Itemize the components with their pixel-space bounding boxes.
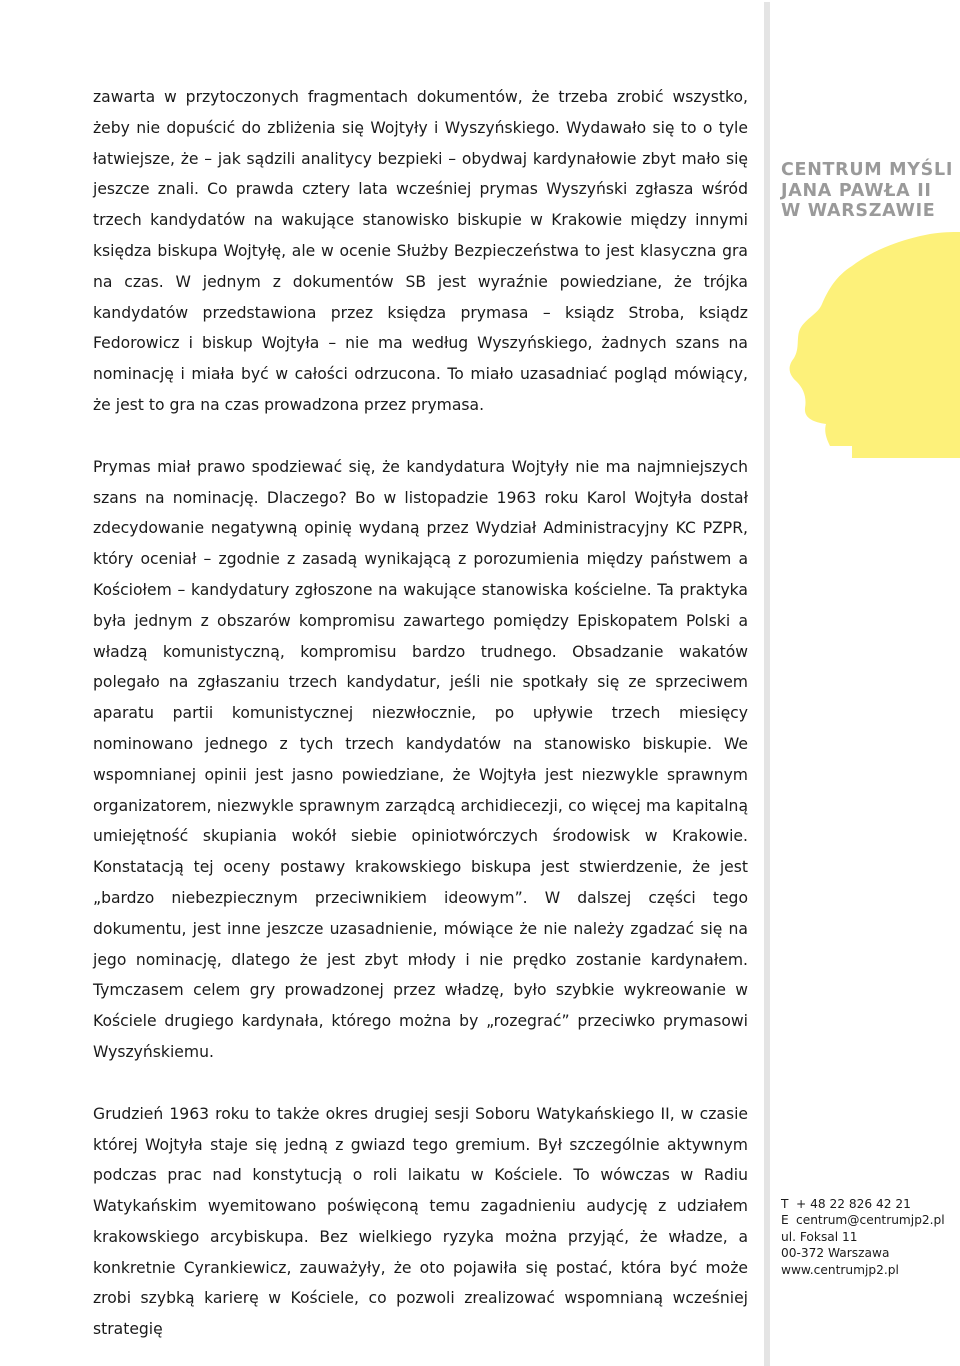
sidebar-divider (764, 2, 770, 1366)
email-address[interactable]: centrum@centrumjp2.pl (796, 1213, 945, 1228)
paragraph-1: zawarta w przytoczonych fragmentach dokumentów, że trzeba zrobić wszystko, żeby nie dopuścić do zbliżenia się Wojtyły i Wyszyńskiego. Wydawało się to o tyle łatwiejsze, że – jak sądzili analitycy bezpieki – obydwaj kardynałowie zbyt mało się jeszcze znali. Co prawda cztery lata wcześniej prymas Wyszyński zgłasza wśród trzech kandydatów na wakujące stanowisko biskupie w Krakowie między innymi księdza biskupa Wojtyłę, ale w ocenie Służby Bezpieczeństwa to jest klasyczna gra na czas. W jednym z dokumentów SB jest wyraźnie powiedziane, że trójka kandydatów przedstawiona przez księdza prymasa – ksiądz Stroba, ksiądz Fedorowicz i biskup Wojtyła – nie ma według Wyszyńskiego, żadnych szans na nominację i miała być w całości odrzucona. To miało uzasadniać pogląd mówiący, że jest to gra na czas prowadzona przez prymasa. (93, 88, 748, 414)
paragraph-3: Grudzień 1963 roku to także okres drugiej sesji Soboru Watykańskiego II, w czasie której Wojtyła staje się jedną z gwiazd tego gremium. Był szczególnie aktywnym podczas prac nad konstytucją o roli laikatu w Kościele. To wówczas w Radiu Watykańskim wyemitowano poświęconą temu zagadnieniu audycję z udziałem krakowskiego arcybiskupa. Bez wielkiego ryzyka można przyjąć, że władze, a konkretnie Cyrankiewicz, zauważyły, że oto pojawiła się postać, która być może zrobi szybką karierę w Kościele, co pozwoli zrealizować wspomnianą wcześniej strategię (93, 1104, 748, 1339)
contact-website[interactable]: www.centrumjp2.pl (781, 1262, 899, 1277)
contact-phone-row (781, 1196, 959, 1212)
logo-line-1: CENTRUM MYŚLI (781, 160, 954, 180)
contact-street: ul. Foksal 11 (781, 1229, 858, 1244)
phone-number: + 48 22 826 42 21 (796, 1197, 911, 1211)
contact-city: 00-372 Warszawa (781, 1246, 890, 1261)
contact-email-row (781, 1212, 959, 1228)
paragraph-2: Prymas miał prawo spodziewać się, że kandydatura Wojtyły nie ma najmniejszych szans na nominację. Dlaczego? Bo w listopadzie 1963 roku Karol Wojtyła dostał zdecydowanie negatywną opinię wydaną przez Wydział Administracyjny KC PZPR, który oceniał – zgodnie z zasadą wynikającą z porozumienia między państwem a Kościołem – kandydatury zgłoszone na wakujące stanowiska kościelne. Ta praktyka była jednym z obszarów kompromisu zawartego pomiędzy Episkopatem Polski a władzą komunistyczną, kompromisu bardzo trudnego. Obsadzanie wakatów polegało na zgłaszaniu trzech kandydatur, jeśli nie spotkały się ze sprzeciwem aparatu partii komunistycznej niezwłocznie, po upływie trzech miesięcy nominowano jednego z tych trzech kandydatów na stanowisko biskupie. We wspomnianej opinii jest jasno powiedziane, że Wojtyła jest niezwykle sprawnym organizatorem, niezwykle sprawnym zarządcą archidiecezji, co więcej ma kapitalną umiejętność skupiania wokół siebie opiniotwórczych środowisk w Krakowie. Konstatacją tej oceny postawy krakowskiego biskupa jest stwierdzenie, że jest „bardzo niebezpiecznym przeciwnikiem ideowym”. W dalszej części tego dokumentu, jest inne jeszcze uzasadnienie, mówiące że nie należy zgadzać się na jego nominację, dlatego że jest zbyt młody i nie prędko zostanie kardynałem. Tymczasem celem gry prowadzonej przez władzę, było szybkie wykreowanie w Kościele drugiego kardynała, którego można by „rozegrać” przeciwko prymasowi Wyszyńskiemu. (93, 457, 748, 1061)
pope-profile-graphic (770, 232, 960, 458)
phone-label: T (781, 1197, 789, 1211)
logo-line-3: W WARSZAWIE (781, 201, 936, 221)
contact-block (781, 1196, 959, 1278)
profile-silhouette-shape (790, 232, 960, 458)
email-label: E (781, 1213, 789, 1228)
logo-line-2: JANA PAWŁA II (781, 180, 932, 201)
centrum-logo (781, 160, 956, 222)
document-body (93, 82, 748, 1345)
